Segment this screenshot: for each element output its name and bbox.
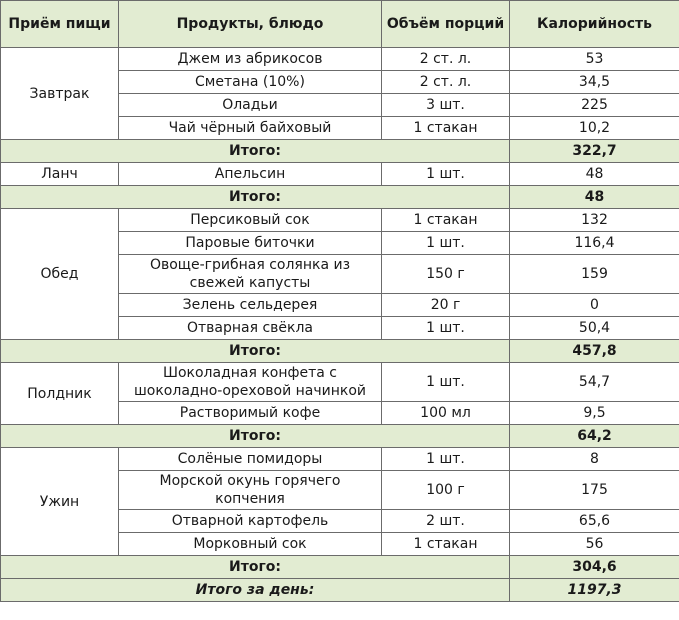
portion-cell: 100 г	[382, 471, 510, 510]
portion-cell: 100 мл	[382, 402, 510, 425]
calories-cell: 8	[510, 448, 679, 471]
calories-cell: 116,4	[510, 232, 679, 255]
table-row	[1, 163, 679, 186]
calories-cell: 132	[510, 209, 679, 232]
portion-cell: 2 шт.	[382, 510, 510, 533]
subtotal-label: Итого:	[1, 340, 510, 363]
table-row	[1, 48, 679, 71]
portion-cell: 1 шт.	[382, 163, 510, 186]
product-cell: Оладьи	[119, 94, 382, 117]
subtotal-row-lunch	[1, 186, 679, 209]
portion-cell: 1 шт.	[382, 317, 510, 340]
product-cell: Морковный сок	[119, 533, 382, 556]
portion-cell: 1 шт.	[382, 232, 510, 255]
meal-name-lunch: Ланч	[1, 163, 119, 186]
grand-total-value: 1197,3	[510, 579, 679, 602]
subtotal-label: Итого:	[1, 140, 510, 163]
header-portion: Объём порций	[382, 1, 510, 48]
subtotal-row-snack	[1, 425, 679, 448]
calories-cell: 10,2	[510, 117, 679, 140]
portion-cell: 1 стакан	[382, 209, 510, 232]
grand-total-label: Итого за день:	[1, 579, 510, 602]
subtotal-label: Итого:	[1, 556, 510, 579]
meal-name-snack: Полдник	[1, 363, 119, 425]
meal-name-supper: Ужин	[1, 448, 119, 556]
portion-cell: 1 стакан	[382, 533, 510, 556]
portion-cell: 3 шт.	[382, 94, 510, 117]
product-cell: Сметана (10%)	[119, 71, 382, 94]
subtotal-row-supper	[1, 556, 679, 579]
product-cell: Солёные помидоры	[119, 448, 382, 471]
product-cell: Паровые биточки	[119, 232, 382, 255]
product-cell: Персиковый сок	[119, 209, 382, 232]
subtotal-row-breakfast	[1, 140, 679, 163]
subtotal-value: 322,7	[510, 140, 679, 163]
product-cell: Отварной картофель	[119, 510, 382, 533]
portion-cell: 1 шт.	[382, 363, 510, 402]
subtotal-label: Итого:	[1, 186, 510, 209]
portion-cell: 1 стакан	[382, 117, 510, 140]
product-cell: Джем из абрикосов	[119, 48, 382, 71]
subtotal-value: 457,8	[510, 340, 679, 363]
calories-cell: 56	[510, 533, 679, 556]
calories-cell: 34,5	[510, 71, 679, 94]
portion-cell: 2 ст. л.	[382, 71, 510, 94]
calories-cell: 50,4	[510, 317, 679, 340]
calories-cell: 53	[510, 48, 679, 71]
grand-total-row	[1, 579, 679, 602]
portion-cell: 1 шт.	[382, 448, 510, 471]
product-cell: Шоколадная конфета с шоколадно-ореховой начинкой	[119, 363, 382, 402]
table-row	[1, 448, 679, 471]
product-cell: Овоще-грибная солянка из свежей капусты	[119, 255, 382, 294]
calories-cell: 48	[510, 163, 679, 186]
header-meal: Приём пищи	[1, 1, 119, 48]
subtotal-row-dinner	[1, 340, 679, 363]
portion-cell: 20 г	[382, 294, 510, 317]
calories-cell: 225	[510, 94, 679, 117]
portion-cell: 2 ст. л.	[382, 48, 510, 71]
header-product: Продукты, блюдо	[119, 1, 382, 48]
header-calories: Калорийность	[510, 1, 679, 48]
product-cell: Зелень сельдерея	[119, 294, 382, 317]
meal-name-dinner: Обед	[1, 209, 119, 340]
product-cell: Морской окунь горячего копчения	[119, 471, 382, 510]
subtotal-value: 64,2	[510, 425, 679, 448]
calories-cell: 9,5	[510, 402, 679, 425]
calories-cell: 175	[510, 471, 679, 510]
calories-cell: 65,6	[510, 510, 679, 533]
table-row	[1, 209, 679, 232]
table-row	[1, 363, 679, 402]
subtotal-label: Итого:	[1, 425, 510, 448]
calories-cell: 159	[510, 255, 679, 294]
portion-cell: 150 г	[382, 255, 510, 294]
calories-cell: 0	[510, 294, 679, 317]
product-cell: Отварная свёкла	[119, 317, 382, 340]
product-cell: Чай чёрный байховый	[119, 117, 382, 140]
subtotal-value: 48	[510, 186, 679, 209]
product-cell: Растворимый кофе	[119, 402, 382, 425]
product-cell: Апельсин	[119, 163, 382, 186]
meal-name-breakfast: Завтрак	[1, 48, 119, 140]
table-header-row	[1, 1, 679, 48]
subtotal-value: 304,6	[510, 556, 679, 579]
calories-cell: 54,7	[510, 363, 679, 402]
